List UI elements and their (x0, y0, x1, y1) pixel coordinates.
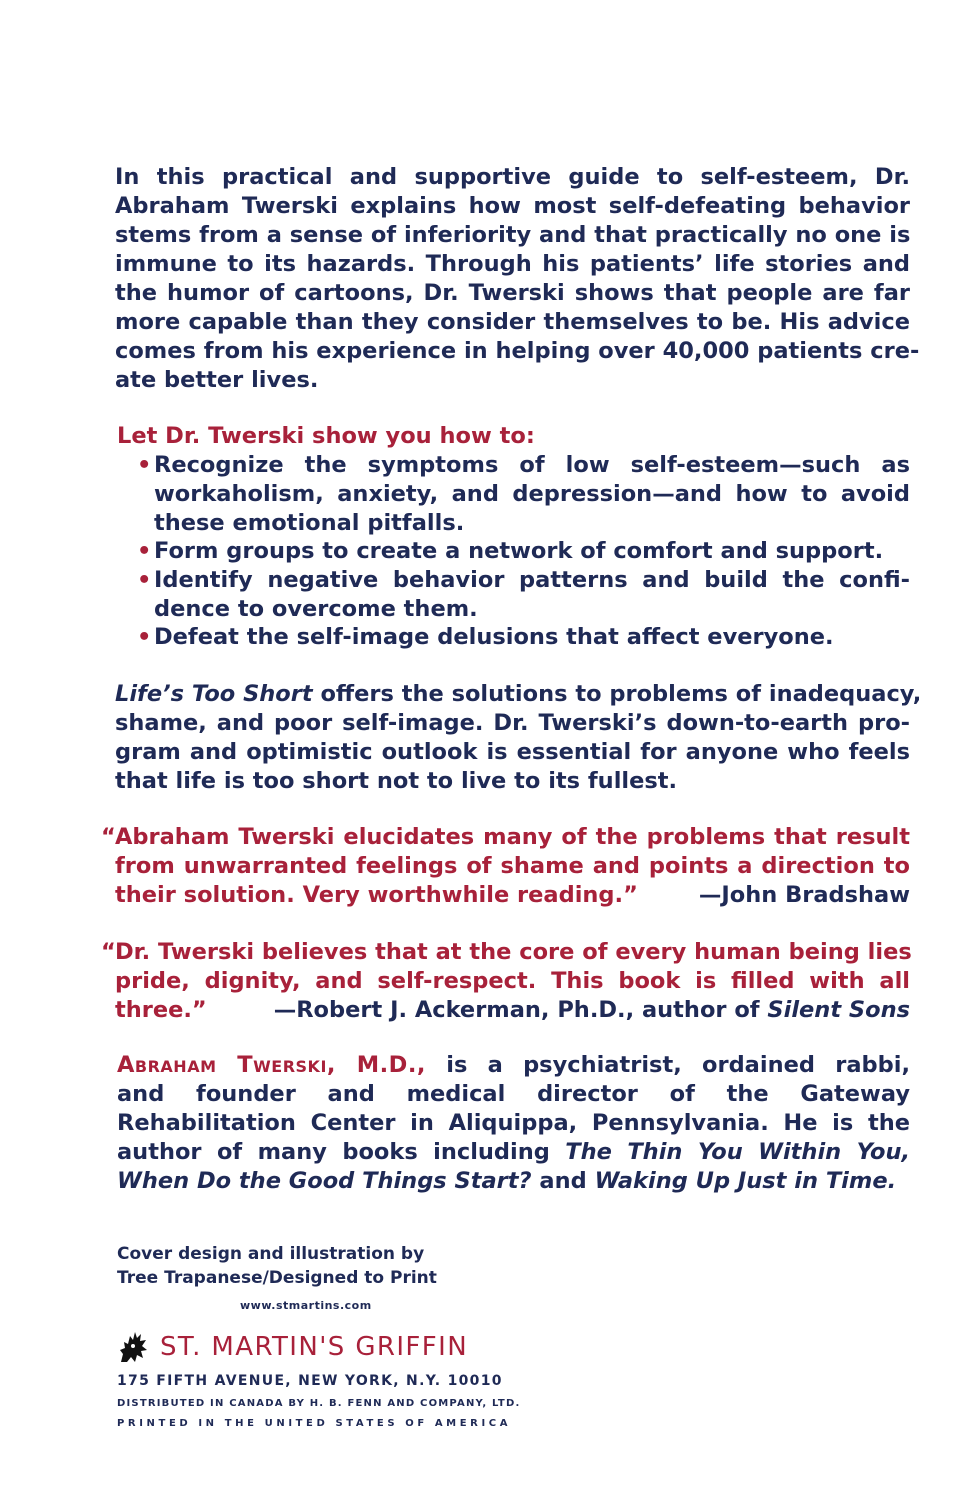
intro-line: Abraham Twerski explains how most self-defeating behavior (115, 193, 910, 219)
bullet-icon: • (137, 624, 152, 650)
intro-line: stems from a sense of inferiority and that practically no one is (115, 222, 911, 248)
quote-ackerman: “ Dr. Twerski believes that at the core of every human being lies pride, dignity, and self-respect. This book is filled with all three.” —Robert J. Ackerman, Ph.D., author of Silent Sons (101, 939, 912, 1023)
open-quote-mark: “ (101, 939, 116, 965)
intro-line: immune to its hazards. Through his patients’ life stories and (115, 251, 910, 277)
quote-bradshaw: “ Abraham Twerski elucidates many of the problems that result from unwarranted feelings of shame and points a direction to their solution. Very worthwhile reading.” —John Bradshaw (101, 824, 910, 908)
book-title: Life’s Too Short (115, 681, 313, 707)
intro-line: more capable than they consider themselves to be. His advice (115, 309, 910, 335)
bullet-icon: • (137, 538, 152, 564)
intro-paragraph (115, 163, 920, 395)
griffin-icon (117, 1328, 149, 1364)
publisher-name: ST. MARTIN'S GRIFFIN (160, 1332, 469, 1362)
bullet-icon: • (137, 452, 152, 478)
summary-line: that life is too short not to live to its fullest. (115, 768, 678, 794)
cover-credits: Cover design and illustration by Tree Trapanese/Designed to Print (117, 1244, 437, 1288)
summary-line: shame, and poor self-image. Dr. Twerski’s down-to-earth pro- (115, 710, 910, 736)
bullet-item: • Recognize the symptoms of low self-esteem—such as workaholism, anxiety, and depression—and how to avoid these emotional pitfalls. (137, 452, 910, 536)
intro-line: comes from his experience in helping over 40,000 patients cre- (115, 338, 920, 364)
summary-line: Life’s Too Short offers the solutions to problems of inadequacy, (115, 681, 922, 707)
publisher-url: www.stmartins.com (240, 1299, 372, 1312)
open-quote-mark: “ (101, 824, 116, 850)
bullet-item: • Form groups to create a network of comfort and support. (137, 538, 884, 564)
bullet-icon: • (137, 567, 152, 593)
bullet-item: • Defeat the self-image delusions that affect everyone. (137, 624, 834, 650)
intro-line: In this practical and supportive guide to self-esteem, Dr. (115, 164, 910, 190)
author-bio: Abraham Twerski, M.D., is a psychiatrist, ordained rabbi, and founder and medical director of the Gateway Rehabilitation Center in Aliquippa, Pennsylvania. He is the author of many books including The Thin You Within You, When Do the Good Things Start? and Waking Up Just in Time. (117, 1052, 911, 1194)
bullet-item: • Identify negative behavior patterns and build the confi- dence to overcome them. (137, 567, 910, 622)
printed-note: PRINTED IN THE UNITED STATES OF AMERICA (117, 1418, 512, 1429)
publisher-address: 175 FIFTH AVENUE, NEW YORK, N.Y. 10010 (117, 1373, 503, 1389)
author-name: Abraham Twerski, M.D., (117, 1052, 426, 1078)
intro-line: the humor of cartoons, Dr. Twerski shows that people are far (115, 280, 910, 306)
quote-attribution: —Robert J. Ackerman, Ph.D., author of Silent Sons (273, 997, 910, 1023)
summary-paragraph (115, 680, 922, 796)
distribution-note: DISTRIBUTED IN CANADA BY H. B. FENN AND COMPANY, LTD. (117, 1398, 521, 1409)
howto-heading: Let Dr. Twerski show you how to: (117, 423, 535, 449)
intro-line: ate better lives. (115, 367, 319, 393)
quote-attribution: —John Bradshaw (698, 882, 910, 908)
summary-line: gram and optimistic outlook is essential for anyone who feels (115, 739, 910, 765)
